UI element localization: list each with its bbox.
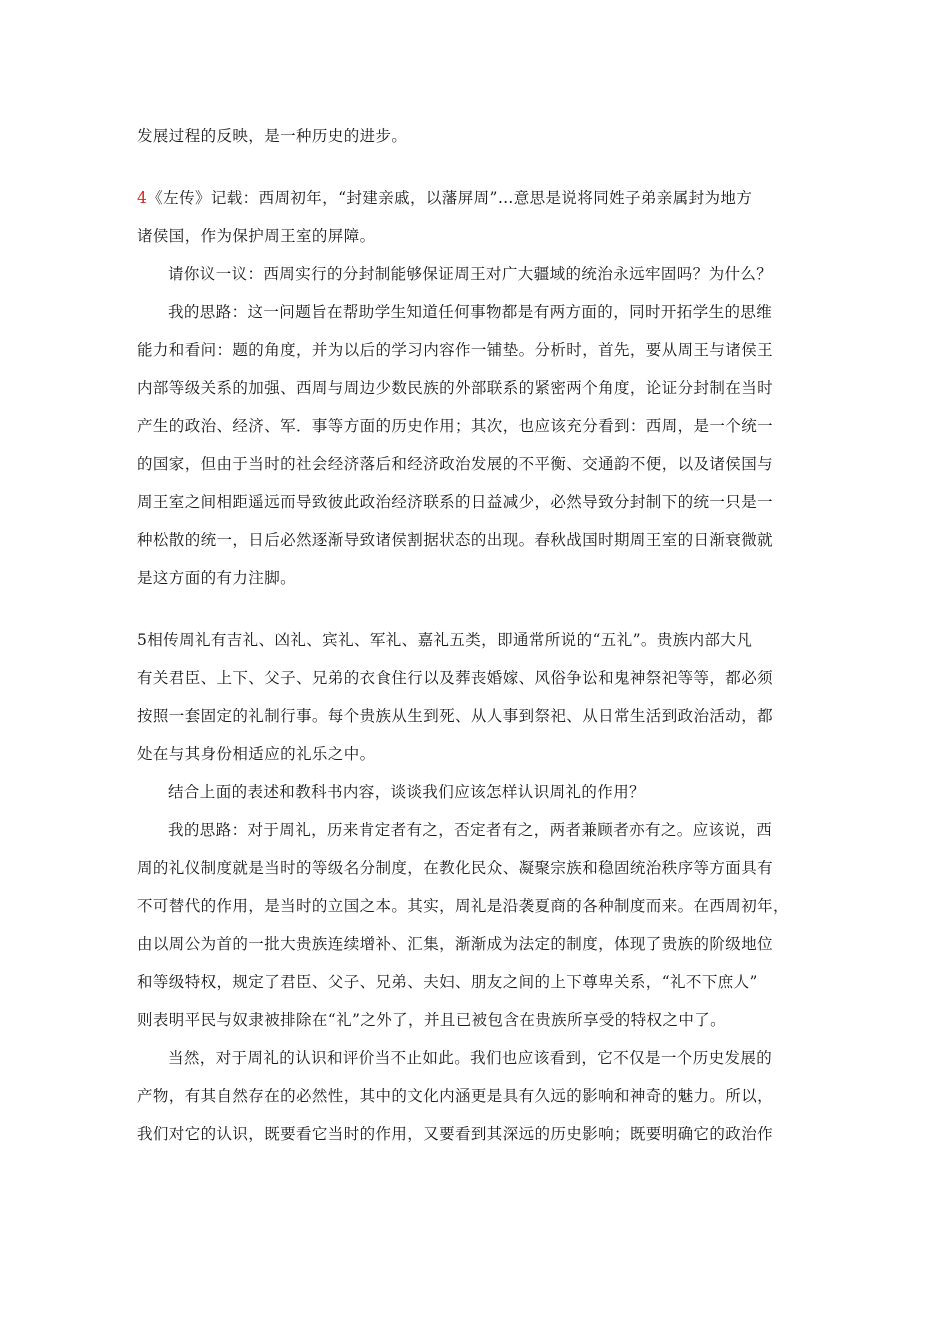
text-line: 种松散的统一，日后必然逐渐导致诸侯割据状态的出现。春秋战国时期周王室的日渐衰微就 bbox=[137, 531, 774, 549]
text-line: 的国家，但由于当时的社会经济落后和经济政治发展的不平衡、交通韵不便，以及诸侯国与 bbox=[137, 455, 774, 473]
text-line: 和等级特权，规定了君臣、父子、兄弟、夫妇、朋友之间的上下尊卑关系，“礼不下庶人” bbox=[137, 973, 758, 991]
text-line: 我们对它的认识，既要看它当时的作用，又要看到其深远的历史影响；既要明确它的政治作 bbox=[137, 1125, 774, 1143]
text-line: 内部等级关系的加强、西周与周边少数民族的外部联系的紧密两个角度，论证分封制在当时 bbox=[137, 379, 774, 397]
text-line: 是这方面的有力注脚。 bbox=[137, 569, 297, 587]
item-number-5: 5 bbox=[137, 631, 148, 649]
text-line: 周王室之间相距遥远而导致彼此政治经济联系的日益减少，必然导致分封制下的统一只是一 bbox=[137, 493, 774, 511]
text-line: 当然，对于周礼的认识和评价当不止如此。我们也应该看到，它不仅是一个历史发展的 bbox=[168, 1049, 773, 1067]
text-line: 由以周公为首的一批大贵族连续增补、汇集，渐渐成为法定的制度，体现了贵族的阶级地位 bbox=[137, 935, 774, 953]
question-line: 结合上面的表述和教科书内容，谈谈我们应该怎样认识周礼的作用？ bbox=[168, 783, 646, 801]
text-line: 我的思路：这一问题旨在帮助学生知道任何事物都是有两方面的，同时开拓学生的思维 bbox=[168, 303, 773, 321]
text-line: 则表明平民与奴隶被排除在“礼”之外了，并且已被包含在贵族所享受的特权之中了。 bbox=[137, 1011, 727, 1029]
text-line: 发展过程的反映，是一种历史的进步。 bbox=[137, 127, 408, 145]
text-line: 有关君臣、上下、父子、兄弟的衣食住行以及葬丧婚嫁、风俗争讼和鬼神祭祀等等，都必须 bbox=[137, 669, 774, 687]
text-line: 相传周礼有吉礼、凶礼、宾礼、军礼、嘉礼五类，即通常所说的“五礼”。贵族内部大凡 bbox=[147, 631, 753, 649]
text-line: 诸侯国，作为保护周王室的屏障。 bbox=[137, 227, 376, 245]
item-number-4: 4 bbox=[137, 189, 148, 207]
text-line: 我的思路：对于周礼，历来肯定者有之，否定者有之，两者兼顾者亦有之。应该说，西 bbox=[168, 821, 773, 839]
text-line: 能力和看问：题的角度，并为以后的学习内容作一铺垫。分析时，首先，要从周王与诸侯王 bbox=[137, 341, 774, 359]
item-5-first-line bbox=[137, 630, 752, 650]
text-line: 产物，有其自然存在的必然性，其中的文化内涵更是具有久远的影响和神奇的魅力。所以， bbox=[137, 1087, 774, 1105]
item-4-first-line bbox=[137, 188, 752, 208]
text-line: 周的礼仪制度就是当时的等级名分制度，在教化民众、凝聚宗族和稳固统治秩序等方面具有 bbox=[137, 859, 774, 877]
text-line: 产生的政治、经济、军．事等方面的历史作用；其次，也应该充分看到：西周，是一个统一 bbox=[137, 417, 774, 435]
text-line: 《左传》记载：西周初年，“封建亲戚，以藩屏周”…意思是说将同姓子弟亲属封为地方 bbox=[147, 189, 753, 207]
question-line: 请你议一议：西周实行的分封制能够保证周王对广大疆域的统治永远牢固吗？为什么？ bbox=[168, 265, 773, 283]
text-line: 按照一套固定的礼制行事。每个贵族从生到死、从人事到祭祀、从日常生活到政治活动，都 bbox=[137, 707, 774, 725]
text-line: 处在与其身份相适应的礼乐之中。 bbox=[137, 745, 376, 763]
text-line: 不可替代的作用，是当时的立国之本。其实，周礼是沿袭夏商的各种制度而来。在西周初年， bbox=[137, 897, 789, 915]
